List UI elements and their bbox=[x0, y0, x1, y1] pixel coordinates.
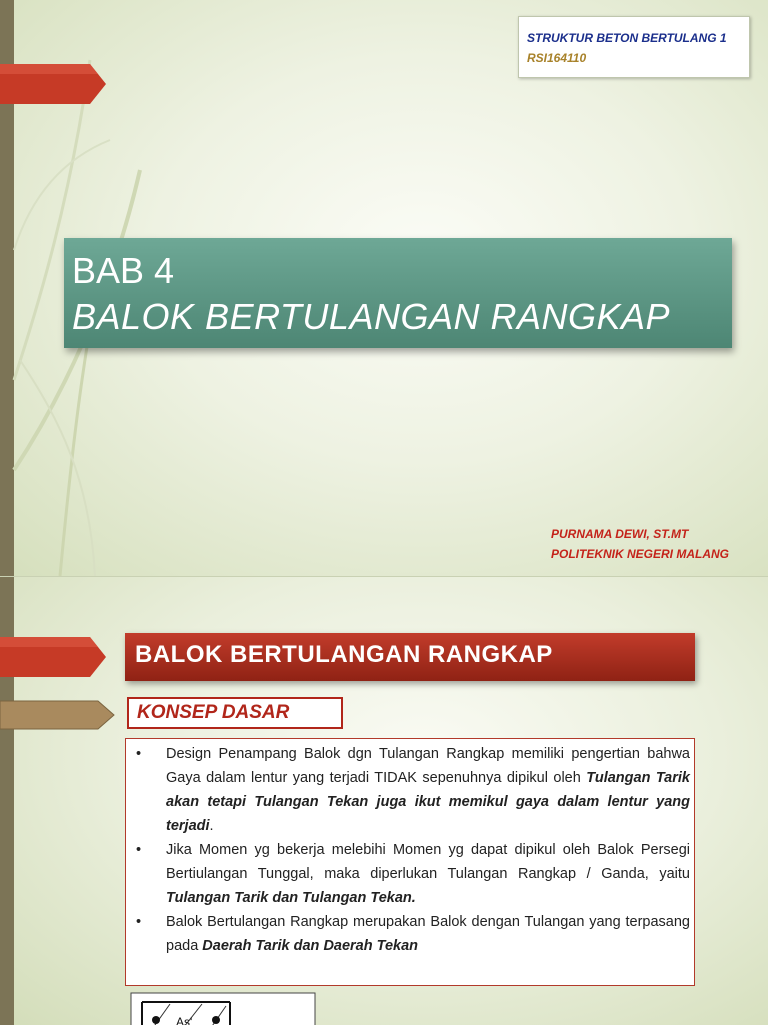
course-code: RSI164110 bbox=[527, 51, 587, 65]
author-name: PURNAMA DEWI, ST.MT bbox=[551, 527, 689, 541]
course-title: STRUKTUR BETON BERTULANG 1 bbox=[527, 31, 727, 45]
chapter-number: BAB 4 bbox=[72, 250, 175, 291]
institution-name: POLITEKNIK NEGERI MALANG bbox=[551, 547, 730, 561]
bullet-item-1: • Design Penampang Balok dgn Tulangan Rangkap memiliki pengertian bahwa Gaya dalam lentur yang terjadi TIDAK sepenuhnya dipikul oleh Tulangan Tarik akan tetapi Tulangan Tekan juga ikut memikul gaya dalam lentur yang terjadi. bbox=[134, 742, 690, 838]
bullet-icon: • bbox=[136, 842, 142, 858]
diagram-label: As' bbox=[176, 1015, 193, 1025]
bullet-icon: • bbox=[136, 746, 142, 762]
section-header bbox=[125, 633, 695, 681]
bullet-content-box bbox=[125, 738, 695, 986]
bullet-icon: • bbox=[136, 914, 142, 930]
beam-section-diagram bbox=[130, 992, 316, 1025]
subheader-box bbox=[127, 697, 343, 729]
title-band bbox=[64, 238, 732, 348]
bullet-list bbox=[134, 742, 690, 958]
brown-arrow-icon bbox=[0, 577, 130, 747]
chapter-title: BALOK BERTULANGAN RANGKAP bbox=[72, 296, 671, 337]
bullet-item-2: • Jika Momen yg bekerja melebihi Momen yg dapat dipikul oleh Balok Persegi Bertiulangan Tunggal, maka diperlukan Tulangan Rangkap / Ganda, yaitu Tulangan Tarik dan Tulangan Tekan. bbox=[134, 838, 690, 910]
section-header-text: BALOK BERTULANGAN RANGKAP bbox=[135, 641, 553, 668]
slide-2-content bbox=[0, 576, 768, 1025]
author-block bbox=[551, 524, 729, 564]
subheader-text: KONSEP DASAR bbox=[137, 702, 290, 723]
course-info-box bbox=[518, 16, 750, 78]
bullet-item-3: • Balok Bertulangan Rangkap merupakan Balok dengan Tulangan yang terpasang pada Daerah Tarik dan Daerah Tekan bbox=[134, 910, 690, 958]
